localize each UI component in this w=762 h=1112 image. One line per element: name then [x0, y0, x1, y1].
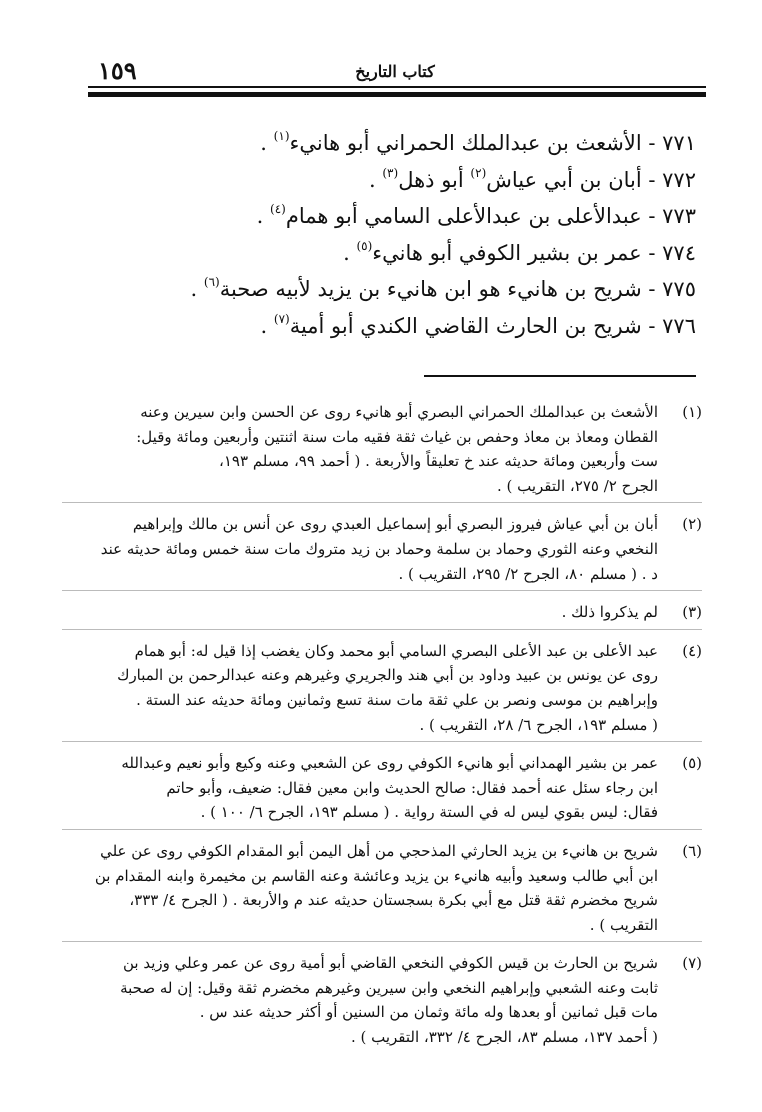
entry-text: شريح بن الحارث القاضي الكندي أبو أمية [289, 313, 642, 338]
footnote-ref[interactable]: (٢) [470, 165, 487, 180]
header-rule-thin [88, 86, 706, 88]
footnote-line: شريح مخضرم ثقة قتل مع أبي بكرة بسجستان حديثه عند م والأربعة . ( الجرح ٤/ ٣٣٣، [129, 891, 658, 910]
footnote-3 [62, 600, 702, 630]
entry-end: . [343, 240, 350, 265]
entry-774: ٧٧٤ - عمر بن بشير الكوفي أبو هانيء$^{(٥)}$ . [343, 238, 696, 265]
entry-number: ٧٧٥ [662, 277, 696, 301]
entry-number: ٧٧٦ [662, 313, 696, 338]
footnote-line: مات قبل ثمانين أو بعدها وله مائة وثمان من السنين أو أكثر حديثه عند س . [199, 1003, 658, 1022]
entry-end: . [260, 131, 267, 155]
entries-list [96, 118, 696, 337]
footnote-line: التقريب ) . [589, 915, 658, 934]
footnote-line: روى عن يونس بن عبيد وداود بن أبي هند والجريري وغيرهم وعنه عبدالرحمن بن المبارك [117, 666, 658, 685]
footnote-marker: (٤) [682, 641, 702, 660]
entry-776: ٧٧٦ - شريح بن الحارث القاضي الكندي أبو أمية$^{(٧)}$ . [260, 311, 696, 338]
entry-number: ٧٧٢ [662, 167, 696, 192]
footnote-line: النخعي وعنه الثوري وحماد بن سلمة وحماد بن زيد متروك مات سنة خمس ومائة حديثه عند [100, 539, 658, 558]
footnote-line: ابن أبي طالب وسعيد وأبيه هانيء بن يزيد وعائشة وعنه القاسم بن مخيمرة وابنه المقدام بن [94, 866, 658, 885]
footnote-6 [62, 839, 702, 942]
running-title: كتاب التاريخ [355, 62, 435, 81]
entry-text: أبان بن أبي عياش [486, 167, 642, 192]
footnote-line: القطان ومعاذ بن معاذ وحفص بن غياث ثقة فقيه مات سنة اثنتين وأربعين ومائة وقيل: [136, 427, 658, 446]
footnote-marker: (٢) [682, 515, 702, 534]
footnote-4 [62, 639, 702, 742]
entry-771: ٧٧١ - الأشعث بن عبدالملك الحمراني أبو هانيء$^{(١)}$ . [260, 129, 696, 155]
entry-end: . [190, 277, 198, 301]
entry-text: شريح بن هانيء هو ابن هانيء بن يزيد لأبيه صحبة [219, 277, 642, 301]
footnote-2 [62, 512, 702, 591]
footnote-line: ابن رجاء سئل عنه أحمد فقال: صالح الحديث وابن معين فقال: ضعيف، وأبو حاتم [166, 778, 658, 797]
entry-text: عبدالأعلى بن عبدالأعلى السامي أبو همام [285, 204, 642, 228]
footnote-line: ثابت وعنه الشعبي وإبراهيم النخعي وابن سيرين وغيرهم مخضرم ثقة وقيل: إن له صحبة [120, 978, 658, 997]
footnote-line: ست وأربعين ومائة حديثه عند خ تعليقاً والأربعة . ( أحمد ٩٩، مسلم ١٩٣، [219, 452, 658, 471]
page-header [88, 56, 702, 90]
entry-number: ٧٧٣ [662, 204, 696, 228]
entry-number: ٧٧١ [662, 131, 696, 155]
footnote-5 [62, 751, 702, 830]
entry-text: عمر بن بشير الكوفي أبو هانيء [372, 240, 642, 265]
footnote-1 [62, 400, 702, 503]
entry-text: الأشعث بن عبدالملك الحمراني أبو هانيء [289, 131, 642, 155]
footnote-ref[interactable]: (٤) [270, 202, 286, 216]
entry-772: ٧٧٢ - أبان بن أبي عياش$^{(٢)}$ أبو ذهل$^{(٣)}$ . [368, 165, 696, 192]
header-rule-thick [88, 92, 706, 97]
footnote-ref[interactable]: (١) [273, 129, 290, 143]
footnote-line: ( أحمد ١٣٧، مسلم ٨٣، الجرح ٤/ ٣٣٢، التقريب ) . [350, 1028, 658, 1047]
footnote-line: شريح بن هانيء بن يزيد الحارثي المذحجي من أهل اليمن أبو المقدام الكوفي روى عن علي [100, 841, 658, 860]
footnote-7 [62, 951, 702, 1053]
entry-number: ٧٧٤ [662, 240, 696, 265]
footnote-marker: (٦) [682, 841, 702, 860]
footnote-ref[interactable]: (٣) [382, 165, 399, 180]
entry-775: ٧٧٥ - شريح بن هانيء هو ابن هانيء بن يزيد لأبيه صحبة$^{(٦)}$ . [190, 275, 696, 301]
footnote-line: د . ( مسلم ٨٠، الجرح ٢/ ٢٩٥، التقريب ) . [398, 564, 658, 583]
footnote-line: أبان بن أبي عياش فيروز البصري أبو إسماعيل العبدي روى عن أنس بن مالك وإبراهيم [132, 515, 658, 534]
footnote-separator [424, 375, 696, 377]
footnote-line: ( مسلم ١٩٣، الجرح ٦/ ٢٨، التقريب ) . [419, 715, 658, 734]
footnotes-list [62, 400, 702, 1063]
footnote-line: الأشعث بن عبدالملك الحمراني البصري أبو هانيء روى عن الحسن وابن سيرين وعنه [140, 403, 658, 421]
footnote-line: فقال: ليس بقوي ليس له في الستة رواية . ( مسلم ١٩٣، الجرح ٦/ ١٠٠ ) . [200, 803, 658, 822]
footnote-ref[interactable]: (٧) [273, 311, 290, 326]
page-number: ١٥٩ [98, 56, 137, 85]
footnote-line: شريح بن الحارث بن قيس الكوفي النخعي القاضي أبو أمية روى عن عمر وعلي وزيد بن [123, 954, 658, 973]
footnote-line: عمر بن بشير الهمداني أبو هانيء الكوفي روى عن الشعبي وعنه وكيع وأبو نعيم وعبدالله [121, 754, 658, 773]
entry-text-secondary: أبو ذهل [398, 167, 464, 192]
footnote-marker: (٣) [682, 603, 702, 622]
footnote-line: وإبراهيم بن موسى ونصر بن علي ثقة مات سنة تسع وثمانين ومائة حديثه عند الستة . [136, 690, 658, 709]
entry-end: . [260, 313, 268, 338]
footnote-marker: (١) [682, 403, 702, 421]
entry-end: . [256, 204, 264, 228]
footnote-marker: (٧) [682, 954, 702, 973]
footnote-line: لم يذكروا ذلك . [561, 603, 658, 622]
footnote-marker: (٥) [682, 754, 702, 773]
entry-773: ٧٧٣ - عبدالأعلى بن عبدالأعلى السامي أبو همام$^{(٤)}$ . [256, 202, 696, 228]
entry-end: . [368, 167, 376, 192]
footnote-line: الجرح ٢/ ٢٧٥، التقريب ) . [496, 476, 658, 495]
footnote-ref[interactable]: (٥) [356, 238, 373, 253]
footnote-ref[interactable]: (٦) [203, 275, 220, 289]
footnote-line: عبد الأعلى بن عبد الأعلى البصري السامي أبو محمد وكان يغضب إذا قيل له: أبو همام [134, 641, 658, 660]
